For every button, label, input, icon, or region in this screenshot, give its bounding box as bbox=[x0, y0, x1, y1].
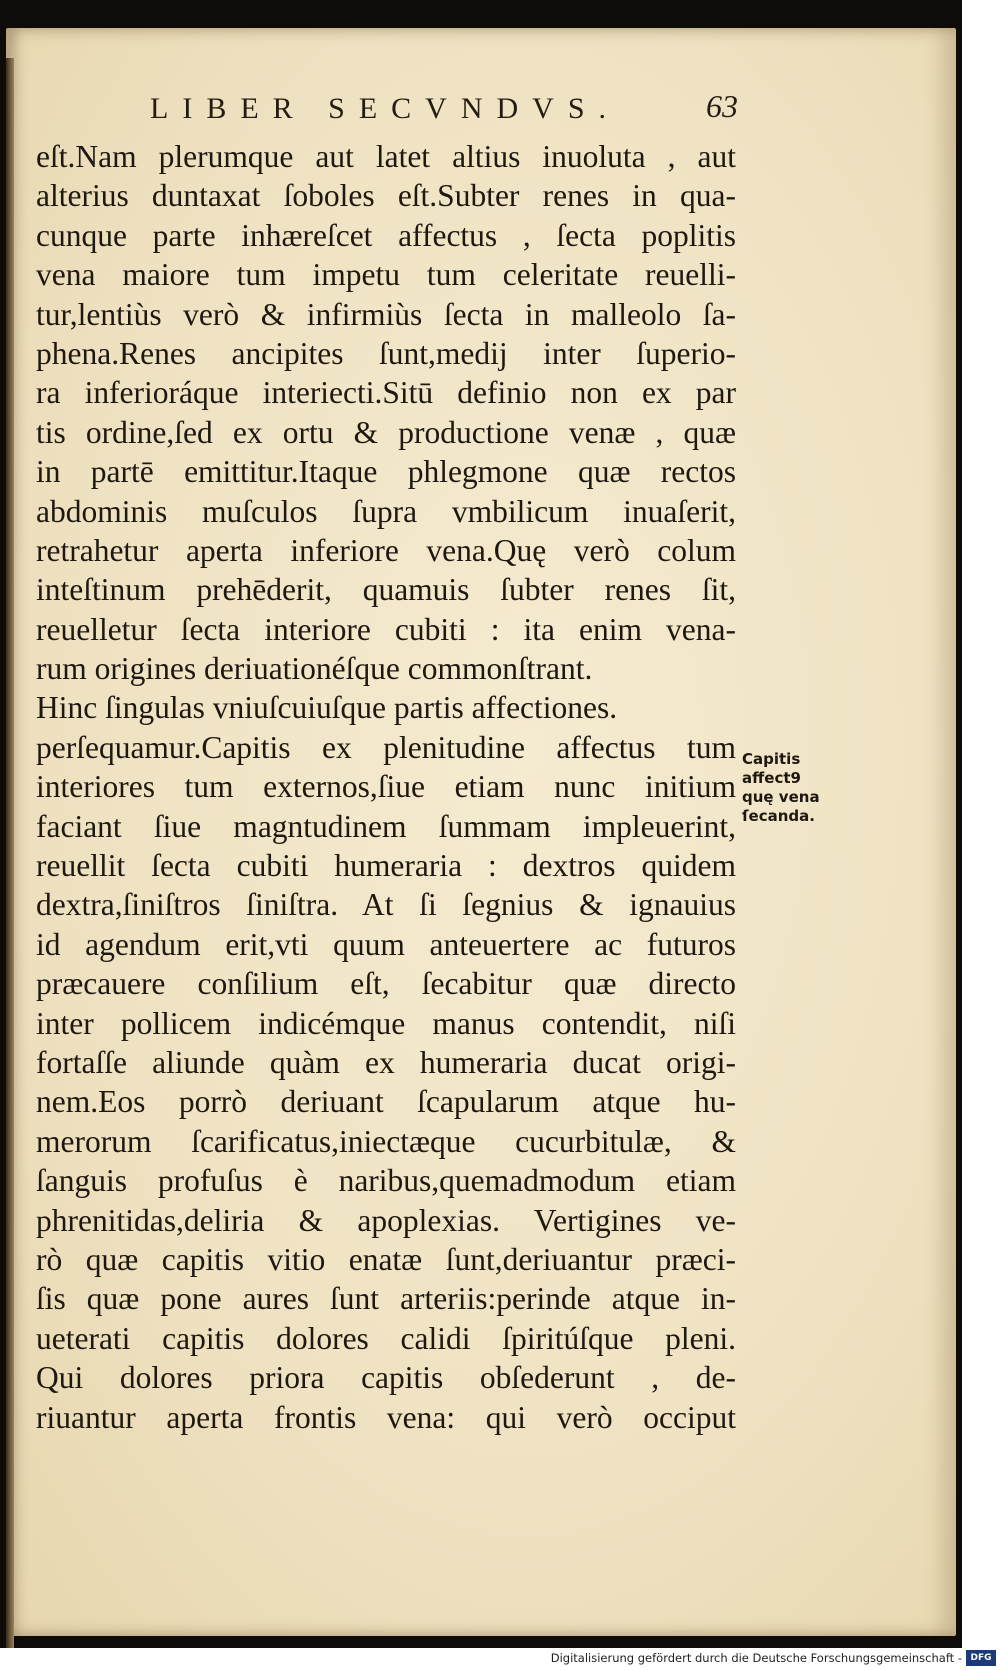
margin-note-line: quę vena bbox=[742, 788, 820, 806]
footer-credit: Digitalisierung gefördert durch die Deutsche Forschungsgemeinschaft - bbox=[550, 1651, 962, 1665]
page-gutter bbox=[6, 58, 14, 1658]
text-line: ueterati capitis dolores calidi ſpiritúſque pleni. bbox=[36, 1320, 736, 1356]
footer-bar bbox=[0, 1648, 1000, 1670]
text-line: perſequamur.Capitis ex plenitudine affectus tum bbox=[36, 729, 736, 765]
margin-note-line: Capitis bbox=[742, 750, 801, 768]
text-line: riuantur aperta frontis vena: qui verò occiput bbox=[36, 1399, 736, 1435]
text-line: nem.Eos porrò deriuant ſcapularum atque hu- bbox=[36, 1084, 736, 1120]
text-line: rum origines deriuationéſque commonſtrant. bbox=[36, 651, 593, 687]
text-line: inter pollicem indicémque manus contendit, niſi bbox=[36, 1005, 736, 1041]
text-line: Qui dolores priora capitis obſederunt , de- bbox=[36, 1360, 736, 1396]
text-line: ra inferioráque interiecti.Sitū definio non ex par bbox=[36, 375, 736, 411]
text-line: rò quæ capitis vitio enatæ ſunt,deriuantur præci- bbox=[36, 1241, 736, 1277]
text-line: præcauere conſilium eſt, ſecabitur quæ directo bbox=[36, 966, 736, 1002]
text-line: tis ordine,ſed ex ortu & productione venæ , quæ bbox=[36, 414, 736, 450]
text-line: phena.Renes ancipites ſunt,medij inter ſuperio- bbox=[36, 335, 736, 371]
text-line: reuellit ſecta cubiti humeraria : dextros quidem bbox=[36, 848, 736, 884]
text-line: reuelletur ſecta interiore cubiti : ita enim vena- bbox=[36, 611, 736, 647]
text-line: inteſtinum prehēderit, quamuis ſubter renes ſit, bbox=[36, 572, 736, 608]
text-line: cunque parte inhæreſcet affectus , ſecta poplitis bbox=[36, 217, 736, 253]
margin-note-line: ſecanda. bbox=[742, 807, 815, 825]
text-line: eſt.Nam plerumque aut latet altius inuoluta , aut bbox=[36, 139, 736, 174]
text-line: alterius duntaxat ſoboles eſt.Subter renes in qua- bbox=[36, 178, 736, 214]
text-line: Hinc ſingulas vniuſcuiuſque partis affectiones. bbox=[36, 690, 618, 726]
text-line: merorum ſcarificatus,iniectæque cucurbitulæ, & bbox=[36, 1123, 736, 1159]
text-line: in partē emittitur.Itaque phlegmone quæ rectos bbox=[36, 454, 736, 490]
body-text bbox=[36, 137, 736, 1437]
dfg-logo[interactable]: DFG bbox=[966, 1650, 996, 1666]
text-line: dextra,ſiniſtros ſiniſtra. At ſi ſegnius & ignauius bbox=[36, 887, 736, 923]
text-line: tur,lentiùs verò & infirmiùs ſecta in malleolo ſa- bbox=[36, 296, 736, 332]
page-number: 63 bbox=[706, 88, 738, 124]
text-line: phrenitidas,deliria & apoplexias. Vertigines ve- bbox=[36, 1202, 736, 1238]
margin-note bbox=[742, 750, 842, 826]
running-head: LIBER SECVNDVS. bbox=[150, 92, 621, 125]
text-line: abdominis muſculos ſupra vmbilicum inuaſerit, bbox=[36, 493, 736, 529]
text-line: vena maiore tum impetu tum celeritate reuelli- bbox=[36, 257, 736, 293]
text-line: fortaſſe aliunde quàm ex humeraria ducat origi- bbox=[36, 1044, 736, 1080]
text-line: ſis quæ pone aures ſunt arteriis:perinde atque in- bbox=[36, 1281, 736, 1317]
text-line: faciant ſiue magntudinem ſummam impleuerint, bbox=[36, 808, 736, 844]
text-line: ſanguis profuſus è naribus,quemadmodum etiam bbox=[36, 1163, 736, 1199]
text-line: interiores tum externos,ſiue etiam nunc initium bbox=[36, 769, 736, 805]
text-line: id agendum erit,vti quum anteuertere ac futuros bbox=[36, 926, 736, 962]
margin-note-line: affect9 bbox=[742, 769, 801, 787]
text-line: retrahetur aperta inferiore vena.Quę verò colum bbox=[36, 532, 736, 568]
